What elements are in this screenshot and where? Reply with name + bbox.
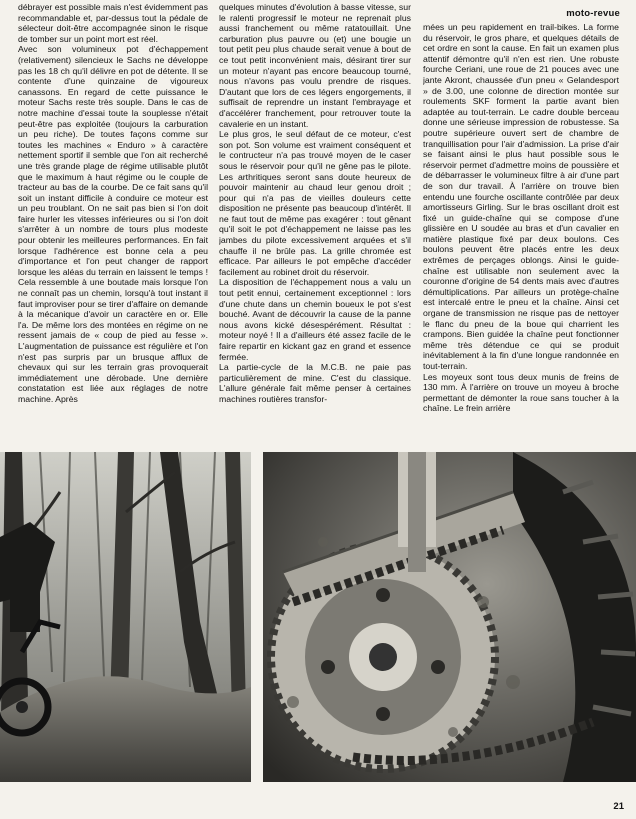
paragraph: débrayer est possible mais n'est évidemment pas recommandable et, par-dessus tout la pédale de sélecteur doit-être accompagnée sinon le risque de tomber sur un point mort est réel.: [18, 2, 208, 44]
paragraph: quelques minutes d'évolution à basse vitesse, sur le ralenti progressif le moteur ne reprenait plus aussi franchement ou même ratatouillait. Une carburation plus pauvre ou (et) une bougie un tout petit peu plus chaude serait venue à bout de ce tout petit inconvénient mais, désirant tirer sur un moteur n'ayant pas encore beaucoup tourné, nous n'avons pas voulu prendre de risques. D'autant que lors de ces légers engorgements, il suffisait de reprendre un instant l'embrayage et d'accélérer franchement, pour retrouver toute la cavalerie en un instant.: [219, 2, 411, 129]
page-number: 21: [613, 801, 624, 812]
paragraph: La partie-cycle de la M.C.B. ne paie pas particulièrement de mine. C'est du classique. L'allure générale fait même penser à certaines machines routières transfor-: [219, 362, 411, 404]
text-column-3: [423, 22, 619, 446]
running-header: moto-revue: [566, 8, 620, 19]
text-column-2: [219, 2, 411, 446]
photo-rear-sprocket-closeup: [263, 452, 636, 782]
text-column-1: [18, 2, 208, 446]
paragraph: Le plus gros, le seul défaut de ce moteur, c'est son pot. Son volume est vraiment conséquent et le contructeur n'a pas trouvé moyen de le caser sous le réservoir pour qu'il ne gêne pas le pilote. Les arthritiques seront sans doute heureux de pouvoir maintenir au chaud leur genou droit ; pour qui n'a pas de vieilles douleurs cette disposition ne présente pas beaucoup d'intérêt. Il ne faut tout de même pas exagérer : tout gênant qu'il soit le pot d'échappement ne laisse pas les jambes du pilote excessivement arquées et s'il chauffe il ne brûle pas. La grille chromée est efficace. Par ailleurs le pot empêche d'accéder facilement au robinet droit du réservoir.: [219, 129, 411, 277]
paragraph: Les moyeux sont tous deux munis de freins de 130 mm. À l'arrière on trouve un moyeu à broche permettant de démonter la roue sans toucher à la chaîne. Le frein arrière: [423, 371, 619, 414]
photo-forest-rider: [0, 452, 251, 782]
paragraph: mées un peu rapidement en trail-bikes. La forme du réservoir, le gros phare, et quelques détails de cet ordre en sont la cause. En fait un examen plus attentif démontre qu'il n'en est rien. Une robuste fourche Ceriani, une roue de 21 pouces avec une jante Akront, chaussée d'un pneu « Gelandesport » de 3.00, une colonne de direction montée sur roulements SKF forment la partie avant bien adaptée au tout-terrain. Le cadre double berceau donne une sérieuse impression de robustesse. Sa poutre supérieure ouvert sert de chambre de tranquillisation pour l'air d'admission. La prise d'air se faisant ainsi le plus haut possible sous le réservoir permet d'admettre moins de poussière et de débarrasser le volumineux filtre à air d'une part de son dur travail. À l'arrière on trouve bien entendu une fourche oscillante contrôlée par deux amortisseurs Girling. Sur le bras oscillant droit est fixé un guide-chaîne qui se compose d'une glissière en U soudée au bras et d'un cavalier en matière plastique fixé par deux boulons. Ces boulons peuvent être placés entre les deux extrêmes de perçages oblongs. Ainsi le guide-chaîne est utilisable non seulement avec la couronne d'origine de 54 dents mais avec d'autres démultiplications. Par ailleurs un protège-chaîne est intercalé entre le pneu et la chaîne. Ainsi cet organe de transmission ne risque pas de nettoyer le flanc du pneu de la boue qui charrient les crampons. Bien guidée la chaîne peut fonctionner même très détendue ce qui se produit inévitablement à la fin d'une longue randonnée en tout-terrain.: [423, 22, 619, 371]
paragraph: La disposition de l'échappement nous a valu un tout petit ennui, certainement exceptionnel : lors d'une chute dans un chemin boueux le pot s'est bouché. Avant de découvrir la cause de la panne nous avons kické désespérément. Résultat : moteur noyé ! Il a d'ailleurs été assez facile de le faire repartir en kickant gaz en grand et essence fermée.: [219, 277, 411, 362]
paragraph: Avec son volumineux pot d'échappement (relativement) silencieux le Sachs ne développe pas les 18 ch qu'il délivre en pot de détente. Il se contente d'une quinzaine de vigoureux canassons. En regard de cette puissance le moteur Sachs reste très souple. Dans le cas de notre machine d'essai toute la souplesse n'était peut-être pas exploitée (toujours la carburation un peu riche). De toutes façons comme sur toutes les machines « Enduro » à caractère nettement sportif il semble que l'on ait recherché une très grande plage de régime utilisable plutôt que le maximum à haut régime ou le couple de tracteur au bas de la courbe. De ce fait sans qu'il soit un instant difficile à conduire ce moteur est un peu troublant. On ne sait pas bien si l'on doit faire hurler les vitesses inférieures ou si l'on doit s'arrêter à un nombre de tours plus modeste pour obtenir les meilleures performances. En fait lorsque l'adhérence est bonne cela a peu d'importance et l'on peut changer de rapport lorsque les aléas du terrain en laissent le temps ! Cela ressemble à une boutade mais lorsque l'on ne connaît pas un chemin, lorsqu'à tout instant il faut improviser pour se tirer d'affaire on demande à la mécanique d'avoir un caractère en or. Elle l'a. De même lors des montées en régime on ne ressent jamais de « coup de pied au fesse ». L'augmentation de puissance est régulière et l'on n'est pas surpris par un brusque afflux de chevaux qui sur les terrain gras provoquerait immédiatement une dérobade. Une dernière constatation est liée aux réglages de notre machine. Après: [18, 44, 208, 404]
sprocket-photo-image: [263, 452, 636, 782]
forest-photo-image: [0, 452, 251, 782]
